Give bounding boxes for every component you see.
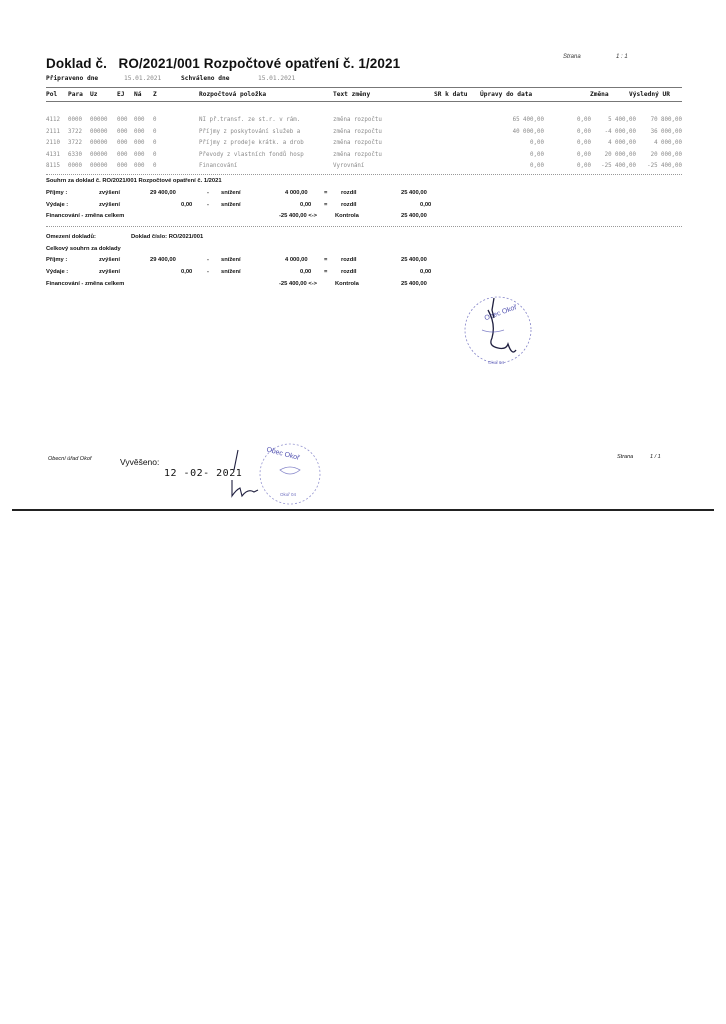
document-title	[46, 56, 400, 71]
cell-z: 0	[153, 117, 157, 123]
posted-date: 12 -02- 2021	[164, 468, 243, 479]
cell-uz: 00000	[90, 128, 108, 135]
col-para: Para	[68, 91, 83, 98]
summary-doc-fin-ctrl: Kontrola	[335, 213, 359, 219]
posted-label: Vyvěšeno:	[120, 457, 160, 467]
stamp-1-sub: Okoř 04	[488, 360, 505, 365]
summary-limit-vydaje-inc-val: 0,00	[181, 269, 193, 275]
header-rule-bottom	[46, 101, 682, 102]
summary-limit-prijmy-dec: snížení	[221, 257, 241, 263]
cell-vysledny: 36 000,00	[650, 128, 682, 135]
cell-na: 000	[134, 117, 145, 123]
summary-doc-prijmy-dec-val: 4 000,00	[285, 190, 308, 196]
cell-vysledny: 4 000,00	[654, 140, 682, 146]
cell-pol: 2111	[46, 128, 60, 135]
summary-limit-prijmy-eq: =	[324, 257, 328, 263]
col-z: Z	[153, 91, 157, 98]
cell-text: Vyrovnání	[333, 163, 365, 169]
approved-label: Schváleno dne	[181, 75, 230, 82]
cell-ej: 000	[117, 151, 128, 158]
cell-upravy: 0,00	[577, 163, 591, 169]
summary-doc-prijmy-dec: snížení	[221, 190, 241, 196]
summary-doc-fin-label: Financování - změna celkem	[46, 213, 125, 219]
official-stamp-1	[458, 290, 538, 370]
table-end-rule	[46, 174, 682, 175]
table-row	[46, 129, 682, 138]
summary-limit-vydaje-label: Výdaje :	[46, 269, 69, 275]
col-na: Ná	[134, 91, 142, 98]
cell-na: 000	[134, 163, 145, 169]
table-row	[46, 117, 682, 126]
title-value: RO/2021/001 Rozpočtové opatření č. 1/2021	[118, 56, 401, 71]
summary-doc-prijmy-dash: -	[207, 190, 209, 196]
summary-limit-doc-no: Doklad číslo: RO/2021/001	[131, 234, 204, 240]
cell-zmena: 4 000,00	[608, 140, 636, 146]
cell-sr: 40 000,00	[512, 128, 544, 135]
cell-sr: 0,00	[530, 163, 544, 169]
cell-sr: 0,00	[530, 151, 544, 158]
title-label: Doklad č.	[46, 56, 107, 71]
summary-doc-prijmy-inc: zvýšení	[99, 190, 120, 196]
table-row	[46, 152, 682, 161]
cell-upravy: 0,00	[577, 128, 591, 135]
summary-doc-fin-val: -25 400,00 <->	[279, 213, 318, 219]
summary-doc-vydaje-dec-val: 0,00	[300, 202, 312, 208]
cell-upravy: 0,00	[577, 140, 591, 146]
cell-text: změna rozpočtu	[333, 151, 382, 158]
summary-doc-fin-ctrl-val: 25 400,00	[401, 213, 427, 219]
cell-ej: 000	[117, 163, 128, 169]
col-item: Rozpočtová položka	[199, 91, 267, 98]
summary-doc-vydaje-inc: zvýšení	[99, 202, 120, 208]
summary-limit-prijmy-inc-val: 29 400,00	[150, 257, 176, 263]
table-row	[46, 140, 682, 149]
cell-sr: 65 400,00	[512, 117, 544, 123]
cell-zmena: 20 000,00	[604, 151, 636, 158]
cell-vysledny: 20 000,00	[650, 151, 682, 158]
summary-limit-prijmy-diff: rozdíl	[341, 257, 357, 263]
summary-limit-prijmy-inc: zvýšení	[99, 257, 120, 263]
cell-zmena: 5 400,00	[608, 117, 636, 123]
cell-para: 0000	[68, 163, 82, 169]
summary-doc-vydaje-dec: snížení	[221, 202, 241, 208]
col-upravy: Úpravy do data	[480, 91, 533, 98]
stamp-1-text: Obec Okoř	[483, 304, 518, 323]
summary-doc-prijmy-diff: rozdíl	[341, 190, 357, 196]
summary-limit-fin-ctrl: Kontrola	[335, 281, 359, 287]
table-row	[46, 163, 682, 172]
cell-z: 0	[153, 128, 157, 135]
summary-doc-vydaje-inc-val: 0,00	[181, 202, 193, 208]
cell-ej: 000	[117, 140, 128, 146]
summary-doc-prijmy-label: Příjmy :	[46, 190, 68, 196]
cell-text: změna rozpočtu	[333, 128, 382, 135]
summary-doc-prijmy-eq: =	[324, 190, 328, 196]
cell-zmena: -25 400,00	[601, 163, 636, 169]
cell-item: Převody z vlastních fondů hosp	[199, 151, 304, 158]
cell-upravy: 0,00	[577, 151, 591, 158]
page-value-bottom: 1 / 1	[650, 454, 661, 460]
header-rule-top	[46, 87, 682, 88]
cell-uz: 00000	[90, 163, 108, 169]
summary-limit-vydaje-dash: -	[207, 269, 209, 275]
summary-doc-title: Souhrn za doklad č. RO/2021/001 Rozpočtové opatření č. 1/2021	[46, 178, 222, 184]
summary-limit-fin-ctrl-val: 25 400,00	[401, 281, 427, 287]
summary-doc-vydaje-diff-val: 0,00	[420, 202, 432, 208]
cell-z: 0	[153, 151, 157, 158]
summary-limit-prijmy-diff-val: 25 400,00	[401, 257, 427, 263]
cell-para: 0000	[68, 117, 82, 123]
col-text: Text změny	[333, 91, 371, 98]
summary-limit-vydaje-eq: =	[324, 269, 328, 275]
summary-doc-vydaje-eq: =	[324, 202, 328, 208]
cell-pol: 4131	[46, 151, 60, 158]
stamp-2-sub: Okoř 04	[280, 492, 297, 497]
cell-item: NI př.transf. ze st.r. v rám.	[199, 117, 301, 123]
prepared-date: 15.01.2021	[124, 75, 162, 82]
summary-doc-prijmy-diff-val: 25 400,00	[401, 190, 427, 196]
cell-pol: 8115	[46, 163, 60, 169]
cell-na: 000	[134, 128, 145, 135]
col-sr: SR k datu	[434, 91, 468, 98]
summary-limit-fin-val: -25 400,00 <->	[279, 281, 318, 287]
summary-limit-vydaje-diff: rozdíl	[341, 269, 357, 275]
page-value-top: 1 : 1	[616, 54, 628, 60]
summary-limit-subtitle: Celkový souhrn za doklady	[46, 246, 121, 252]
signature-2	[232, 450, 258, 496]
summary-limit-vydaje-inc: zvýšení	[99, 269, 120, 275]
stamp-2-text: Obec Okoř	[265, 446, 301, 462]
summary-doc-vydaje-diff: rozdíl	[341, 202, 357, 208]
cell-na: 000	[134, 151, 145, 158]
official-stamp-2	[224, 440, 334, 506]
footer-rule	[12, 509, 714, 511]
summary-separator	[46, 226, 682, 227]
cell-text: změna rozpočtu	[333, 117, 382, 123]
col-zmena: Změna	[590, 91, 609, 98]
cell-zmena: -4 000,00	[604, 128, 636, 135]
cell-para: 3722	[68, 128, 82, 135]
cell-ej: 000	[117, 128, 128, 135]
cell-uz: 00000	[90, 151, 108, 158]
cell-text: změna rozpočtu	[333, 140, 382, 146]
cell-z: 0	[153, 140, 157, 146]
summary-doc-prijmy-inc-val: 29 400,00	[150, 190, 176, 196]
col-uz: Uz	[90, 91, 98, 98]
cell-pol: 4112	[46, 117, 60, 123]
page-label-bottom: Strana	[617, 454, 634, 460]
summary-limit-vydaje-dec: snížení	[221, 269, 241, 275]
cell-uz: 00000	[90, 117, 108, 123]
approved-date: 15.01.2021	[258, 75, 296, 82]
cell-vysledny: 70 800,00	[650, 117, 682, 123]
cell-item: Příjmy z prodeje krátk. a drob	[199, 140, 304, 146]
cell-vysledny: -25 400,00	[647, 163, 682, 169]
cell-uz: 00000	[90, 140, 108, 146]
summary-limit-prijmy-dash: -	[207, 257, 209, 263]
summary-limit-prijmy-label: Příjmy :	[46, 257, 68, 263]
cell-ej: 000	[117, 117, 128, 123]
summary-limit-title: Omezení dokladů:	[46, 234, 96, 240]
summary-limit-fin-label: Financování - změna celkem	[46, 281, 125, 287]
cell-item: Financování	[199, 163, 238, 169]
cell-pol: 2110	[46, 140, 60, 146]
summary-limit-vydaje-dec-val: 0,00	[300, 269, 312, 275]
col-pol: Pol	[46, 91, 58, 98]
cell-na: 000	[134, 140, 145, 146]
cell-para: 3722	[68, 140, 82, 146]
cell-z: 0	[153, 163, 157, 169]
col-ej: EJ	[117, 91, 125, 98]
office-name: Obecní úřad Okoř	[48, 456, 92, 462]
summary-limit-prijmy-dec-val: 4 000,00	[285, 257, 308, 263]
page-label-top: Strana	[563, 54, 581, 60]
cell-para: 6330	[68, 151, 82, 158]
summary-doc-vydaje-label: Výdaje :	[46, 202, 69, 208]
col-vysledny: Výsledný UR	[629, 91, 670, 98]
cell-sr: 0,00	[530, 140, 544, 146]
cell-upravy: 0,00	[577, 117, 591, 123]
prepared-label: Připraveno dne	[46, 75, 99, 82]
summary-limit-vydaje-diff-val: 0,00	[420, 269, 432, 275]
summary-doc-vydaje-dash: -	[207, 202, 209, 208]
cell-item: Příjmy z poskytování služeb a	[199, 128, 301, 135]
